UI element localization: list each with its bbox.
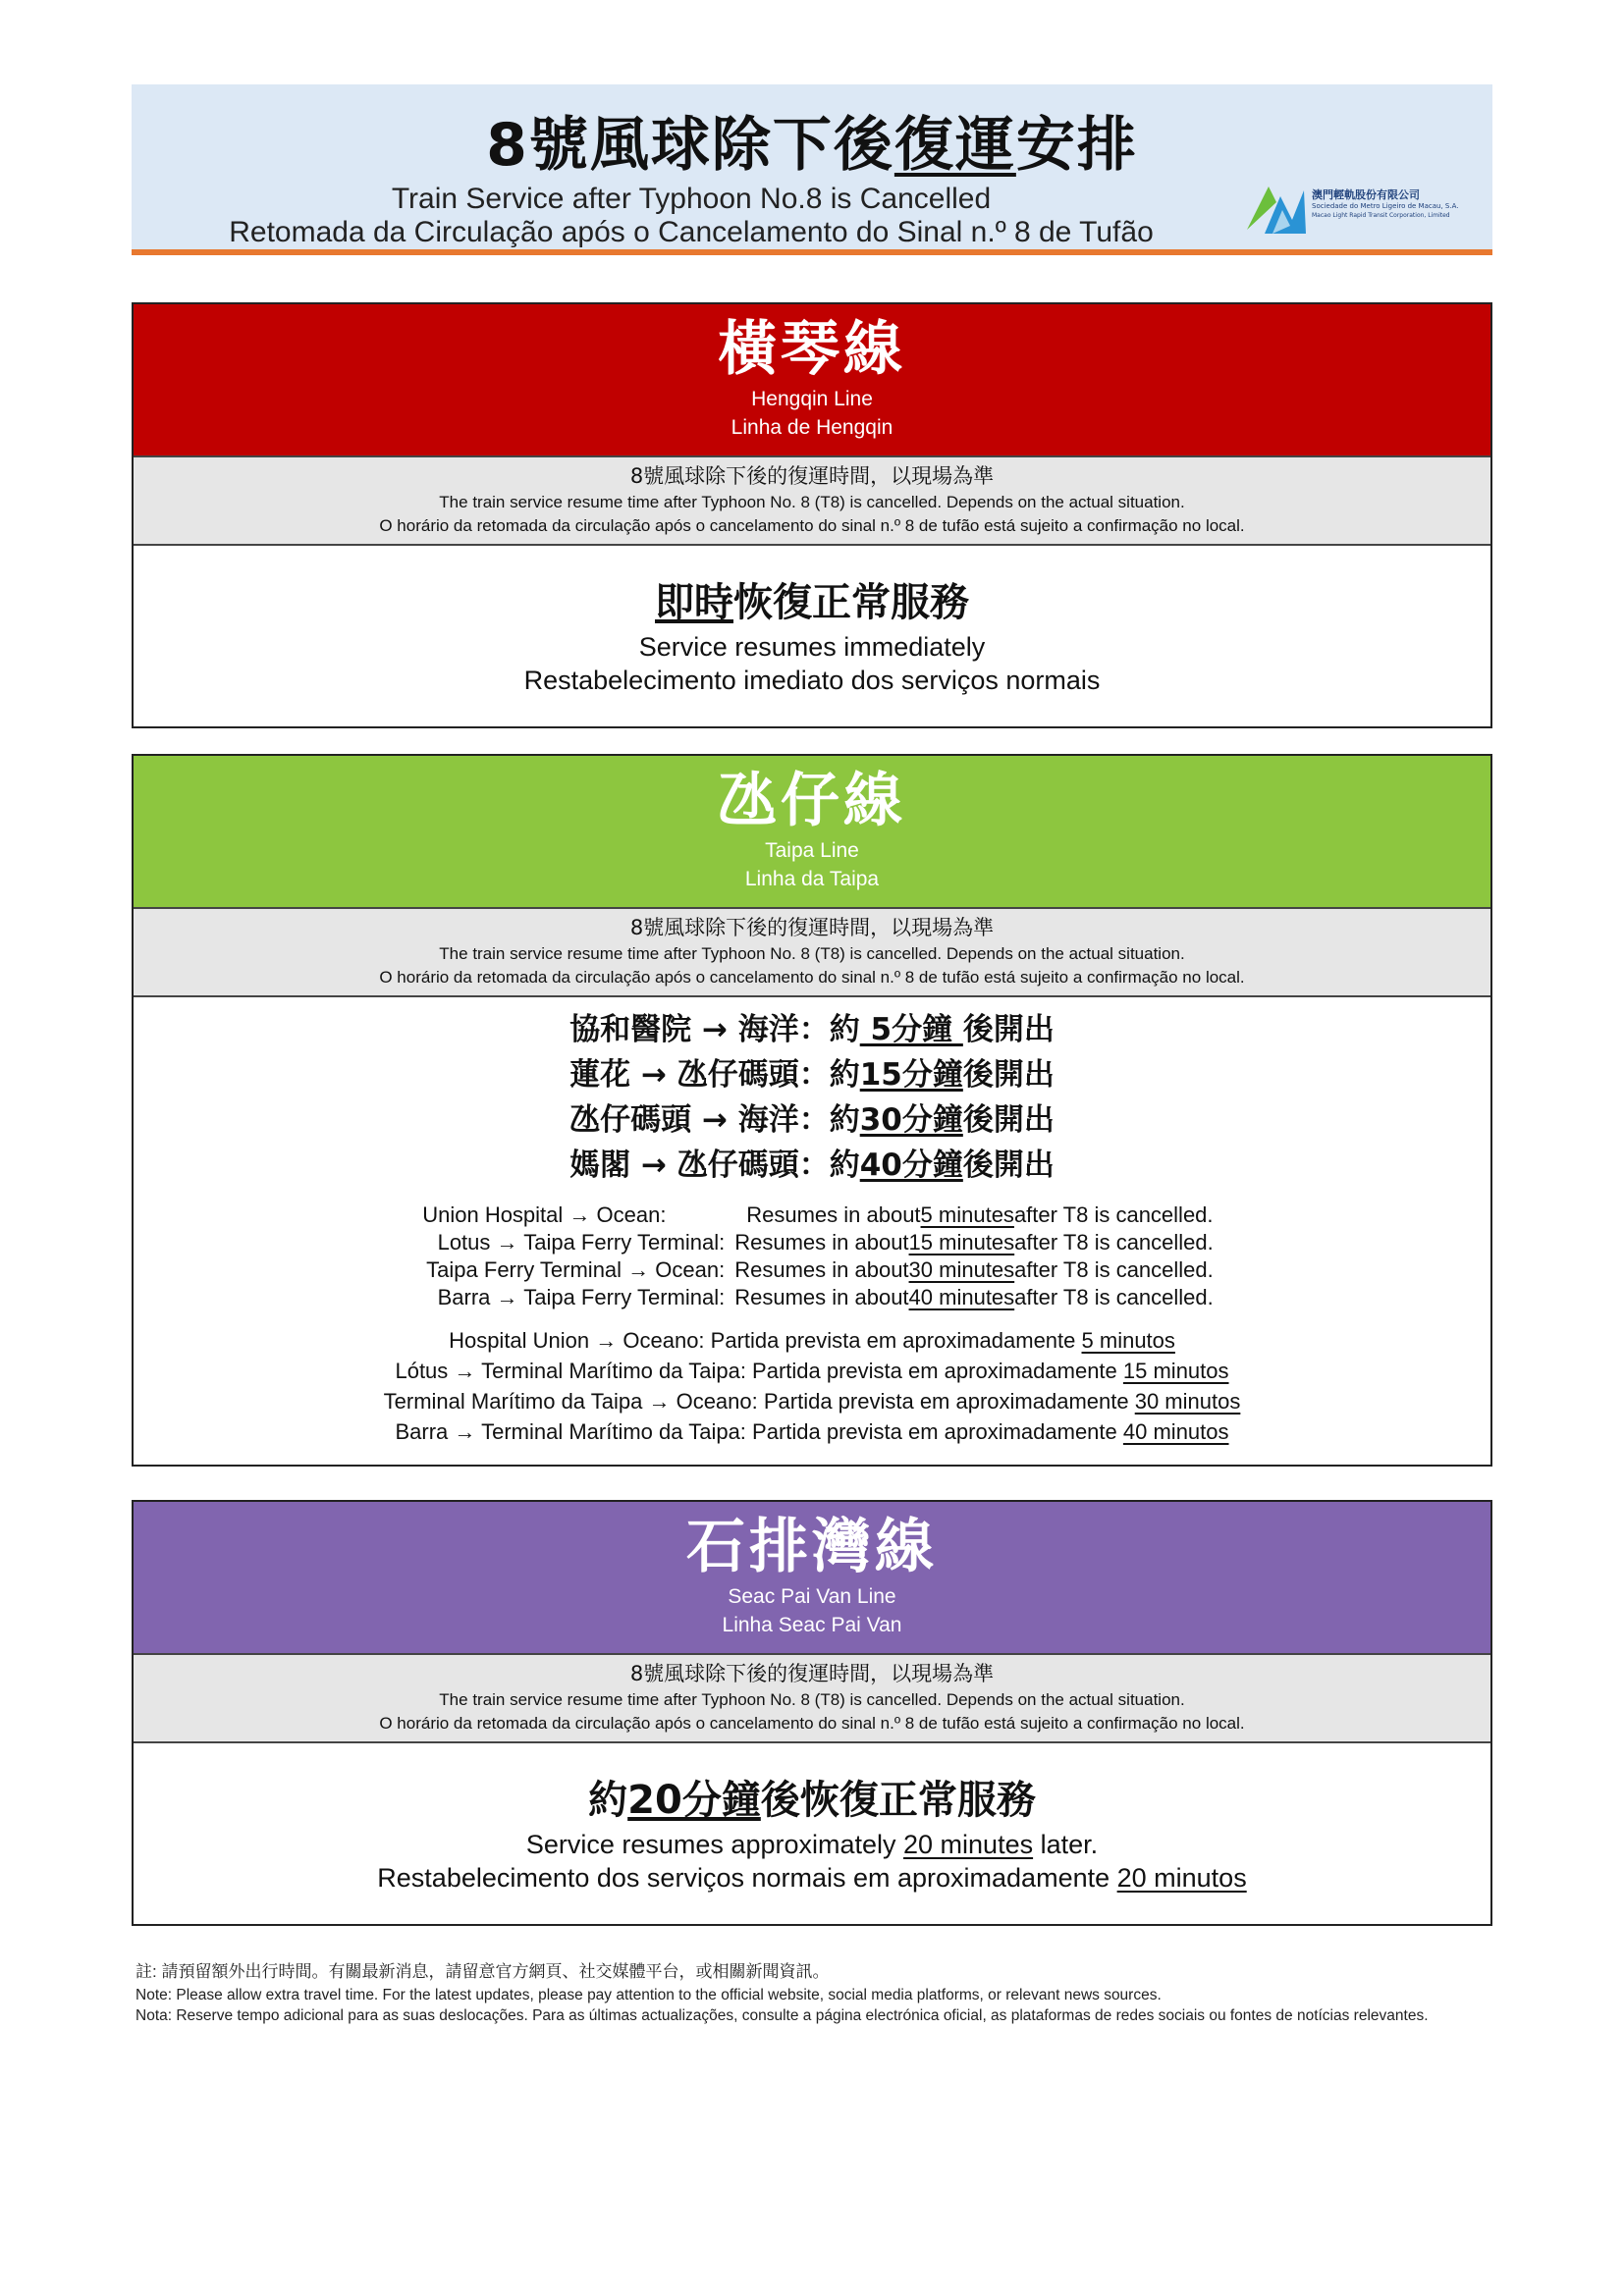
taipa-route-en: Lotus → Taipa Ferry Terminal: Resumes in about 15 minutes after T8 is cancelled. [437,1230,1214,1255]
mlm-logo [1243,181,1490,240]
hengqin-line-name-pt: Linha de Hengqin [731,416,893,439]
notice-zh: 8號風球除下後的復運時間，以現場為準 [629,464,995,488]
seac-pai-van-line-section [132,1500,1492,1926]
seac-pai-van-notice [134,1655,1490,1743]
taipa-routes-en [410,1201,1214,1311]
logo-name-en: Macao Light Rapid Transit Corporation, Limited [1312,212,1450,219]
logo-name-pt: Sociedade do Metro Ligeiro de Macau, S.A. [1312,202,1459,210]
hengqin-line-header [134,304,1490,457]
taipa-line-name-en: Taipa Line [765,839,859,862]
seac-pai-van-line-header [134,1502,1490,1655]
title-text-pre: 8號風球除下後 [486,111,894,180]
seac-pai-van-status-zh: 約20分鐘後恢復正常服務 [588,1778,1036,1823]
notice-en: The train service resume time after Typhoon No. 8 (T8) is cancelled. Depends on the actual situation. [439,944,1185,963]
taipa-route-en: Barra → Taipa Ferry Terminal: Resumes in about 40 minutes after T8 is cancelled. [437,1285,1214,1309]
taipa-route-zh: 氹仔碼頭 → 海洋：約30分鐘後開出 [569,1102,1055,1138]
notice-en: The train service resume time after Typhoon No. 8 (T8) is cancelled. Depends on the actual situation. [439,1690,1185,1709]
title-text-underlined: 復運 [893,111,1016,180]
seac-pai-van-line-name-pt: Linha Seac Pai Van [722,1614,902,1636]
hengqin-status-zh: 即時恢復正常服務 [655,580,969,625]
title-text-post: 安排 [1015,111,1138,180]
document-header [132,84,1492,255]
seac-pai-van-status [134,1743,1490,1895]
taipa-notice [134,909,1490,997]
taipa-line-name-zh: 氹仔線 [718,767,906,835]
taipa-line-section [132,754,1492,1467]
taipa-route-pt: Terminal Marítimo da Taipa → Oceano: Partida prevista em aproximadamente 30 minutos [383,1389,1241,1414]
taipa-route-zh: 媽閣 → 氹仔碼頭：約40分鐘後開出 [569,1148,1055,1183]
footnote-en: Note: Please allow extra travel time. For the latest updates, please pay attention to the official website, social media platforms, or relevant news sources. [135,1987,1162,2003]
seac-pai-van-status-pt: Restabelecimento dos serviços normais em aproximadamente 20 minutos [377,1863,1247,1893]
taipa-route-en: Taipa Ferry Terminal → Ocean: Resumes in about 30 minutes after T8 is cancelled. [426,1257,1214,1282]
logo-name-zh: 澳門輕軌股份有限公司 [1312,188,1420,201]
hengqin-line-name-zh: 橫琴線 [718,315,906,384]
hengqin-status-en: Service resumes immediately [638,632,986,662]
footnote-pt: Nota: Reserve tempo adicional para as suas deslocações. Para as últimas actualizações, consulte a página electrónica oficial, as plataformas de redes sociais ou fontes de notícias relevantes. [135,2007,1429,2024]
notice-pt: O horário da retomada da circulação após o cancelamento do sinal n.º 8 de tufão está sujeito a confirmação no local. [379,516,1245,535]
notice-zh: 8號風球除下後的復運時間，以現場為準 [629,916,995,939]
footnote-zh: 註: 請預留額外出行時間。有關最新消息，請留意官方網頁、社交媒體平台，或相關新聞資訊。 [135,1962,830,1981]
notice-zh: 8號風球除下後的復運時間，以現場為準 [629,1662,995,1685]
notice-pt: O horário da retomada da circulação após o cancelamento do sinal n.º 8 de tufão está sujeito a confirmação no local. [379,968,1245,987]
taipa-route-en: Union Hospital → Ocean: Resumes in about 5 minutes after T8 is cancelled. [422,1202,1214,1227]
seac-pai-van-status-en: Service resumes approximately 20 minutes later. [525,1830,1099,1859]
taipa-route-pt: Barra → Terminal Marítimo da Taipa: Partida prevista em aproximadamente 40 minutos [395,1419,1229,1444]
hengqin-status-pt: Restabelecimento imediato dos serviços normais [523,666,1101,695]
taipa-route-pt: Hospital Union → Oceano: Partida prevista em aproximadamente 5 minutos [449,1328,1175,1353]
taipa-route-zh: 蓮花 → 氹仔碼頭：約15分鐘後開出 [569,1057,1055,1093]
notice-pt: O horário da retomada da circulação após o cancelamento do sinal n.º 8 de tufão está sujeito a confirmação no local. [379,1714,1245,1733]
hengqin-notice [134,457,1490,546]
taipa-route-zh: 協和醫院 → 海洋：約 5分鐘 後開出 [569,1012,1055,1047]
document-title [132,98,1492,183]
taipa-schedule [134,997,1490,1447]
taipa-line-header [134,756,1490,909]
hengqin-line-section [132,302,1492,728]
notice-en: The train service resume time after Typhoon No. 8 (T8) is cancelled. Depends on the actual situation. [439,493,1185,511]
subtitle-pt: Retomada da Circulação após o Cancelamento do Sinal n.º 8 de Tufão [229,216,1154,248]
footnote [135,1959,1500,2026]
seac-pai-van-line-name-en: Seac Pai Van Line [728,1585,896,1608]
subtitle-en: Train Service after Typhoon No.8 is Cancelled [391,183,992,215]
taipa-route-pt: Lótus → Terminal Marítimo da Taipa: Partida prevista em aproximadamente 15 minutos [395,1359,1229,1383]
seac-pai-van-line-name-zh: 石排灣線 [686,1513,938,1581]
taipa-routes-pt [134,1325,1490,1447]
hengqin-line-name-en: Hengqin Line [751,388,873,410]
taipa-line-name-pt: Linha da Taipa [744,868,880,890]
mlm-logo-icon [1243,181,1308,240]
hengqin-status [134,546,1490,697]
